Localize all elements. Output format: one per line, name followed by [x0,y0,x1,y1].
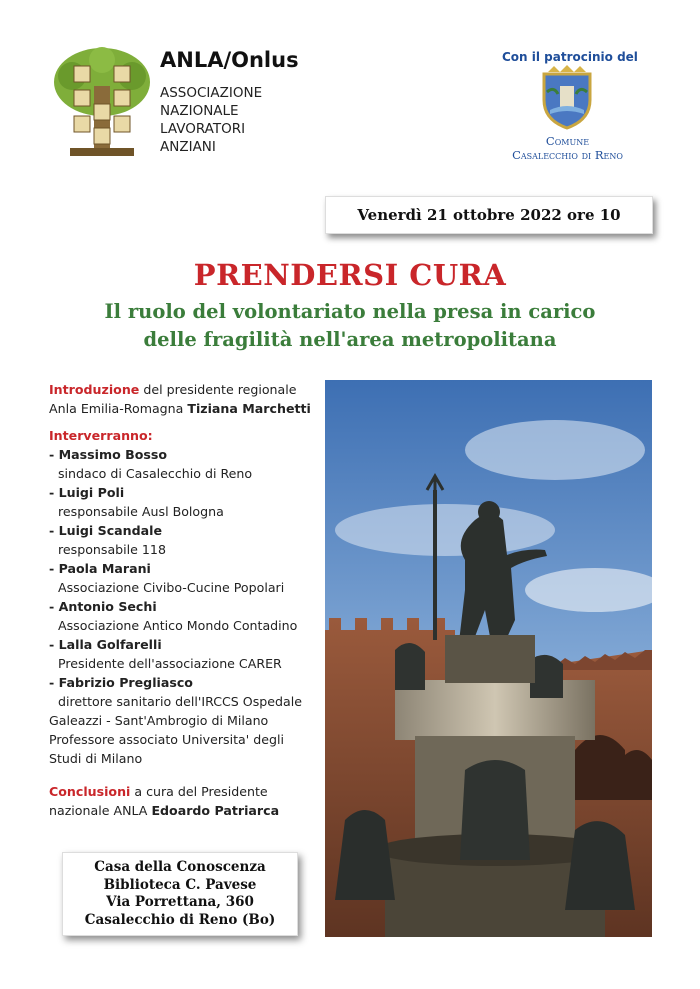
intro-line [49,399,321,418]
speaker-role: Associazione Antico Mondo Contadino [58,618,298,633]
org-line: ASSOCIAZIONE [160,85,263,101]
comune-line: Casalecchio di Reno [512,148,623,162]
program [49,380,321,820]
speaker-name: - Lalla Golfarelli [49,637,162,652]
patronage-label: Con il patrocinio del [502,50,638,64]
intro-text: del presidente regionale [139,382,297,397]
speaker-role: responsabile 118 [58,542,166,557]
event-date-text: Venerdì 21 ottobre 2022 ore 10 [357,206,621,224]
speaker-role: responsabile Ausl Bologna [58,504,224,519]
conclusion-label: Conclusioni [49,784,131,799]
speaker-name: - Luigi Scandale [49,523,163,538]
comune-name [490,134,645,162]
speaker-name: - Antonio Sechi [49,599,157,614]
municipal-crest-icon [538,64,596,130]
speaker-role: direttore sanitario dell'IRCCS Ospedale [58,694,302,709]
speaker-role: Associazione Civibo-Cucine Popolari [58,580,285,595]
speaker-role-cont: Professore associato Universita' degli [49,732,284,747]
comune-line: Comune [545,134,590,148]
venue-box [62,852,298,936]
conclusion-text: a cura del Presidente [130,784,268,799]
conclusion-line [49,801,321,820]
event-title: PRENDERSI CURA [193,258,507,292]
conclusion-text: nazionale ANLA [49,803,152,818]
speaker-role-cont: Galeazzi - Sant'Ambrogio di Milano [49,713,269,728]
neptune-fountain-photo [325,380,652,937]
org-line: ANZIANI [160,139,216,155]
intro-text: Anla Emilia-Romagna [49,401,188,416]
venue-line: Casa della Conoscenza [94,859,266,875]
speaker-name: - Massimo Bosso [49,447,168,462]
subtitle-line: delle fragilità nell'area metropolitana [143,328,557,351]
conclusion-name: Edoardo Patriarca [151,803,280,818]
org-title: ANLA/Onlus [160,48,299,72]
venue-line: Via Porrettana, 360 [106,894,254,910]
org-line: NAZIONALE [160,103,239,119]
speaker-name: - Paola Marani [49,561,151,576]
speaker-role-cont: Studi di Milano [49,751,143,766]
venue-line: Casalecchio di Reno (Bo) [84,911,276,928]
speakers-label: Interverranno: [49,428,153,443]
speaker-name: - Fabrizio Pregliasco [49,675,193,690]
intro-name: Tiziana Marchetti [187,401,311,416]
subtitle-line: Il ruolo del volontariato nella presa in carico [104,300,596,323]
event-date [325,196,653,234]
speaker-role: Presidente dell'associazione CARER [58,656,282,671]
speaker-role: sindaco di Casalecchio di Reno [58,466,253,481]
org-full-name [160,84,262,156]
intro-line [49,380,321,399]
event-subtitle [0,298,700,354]
org-line: LAVORATORI [160,121,246,137]
speaker-name: - Luigi Poli [49,485,125,500]
venue-line: Biblioteca C. Pavese [103,876,257,893]
conclusion-line [49,782,321,801]
anla-tree-logo-icon [52,46,152,158]
intro-label: Introduzione [49,382,140,397]
